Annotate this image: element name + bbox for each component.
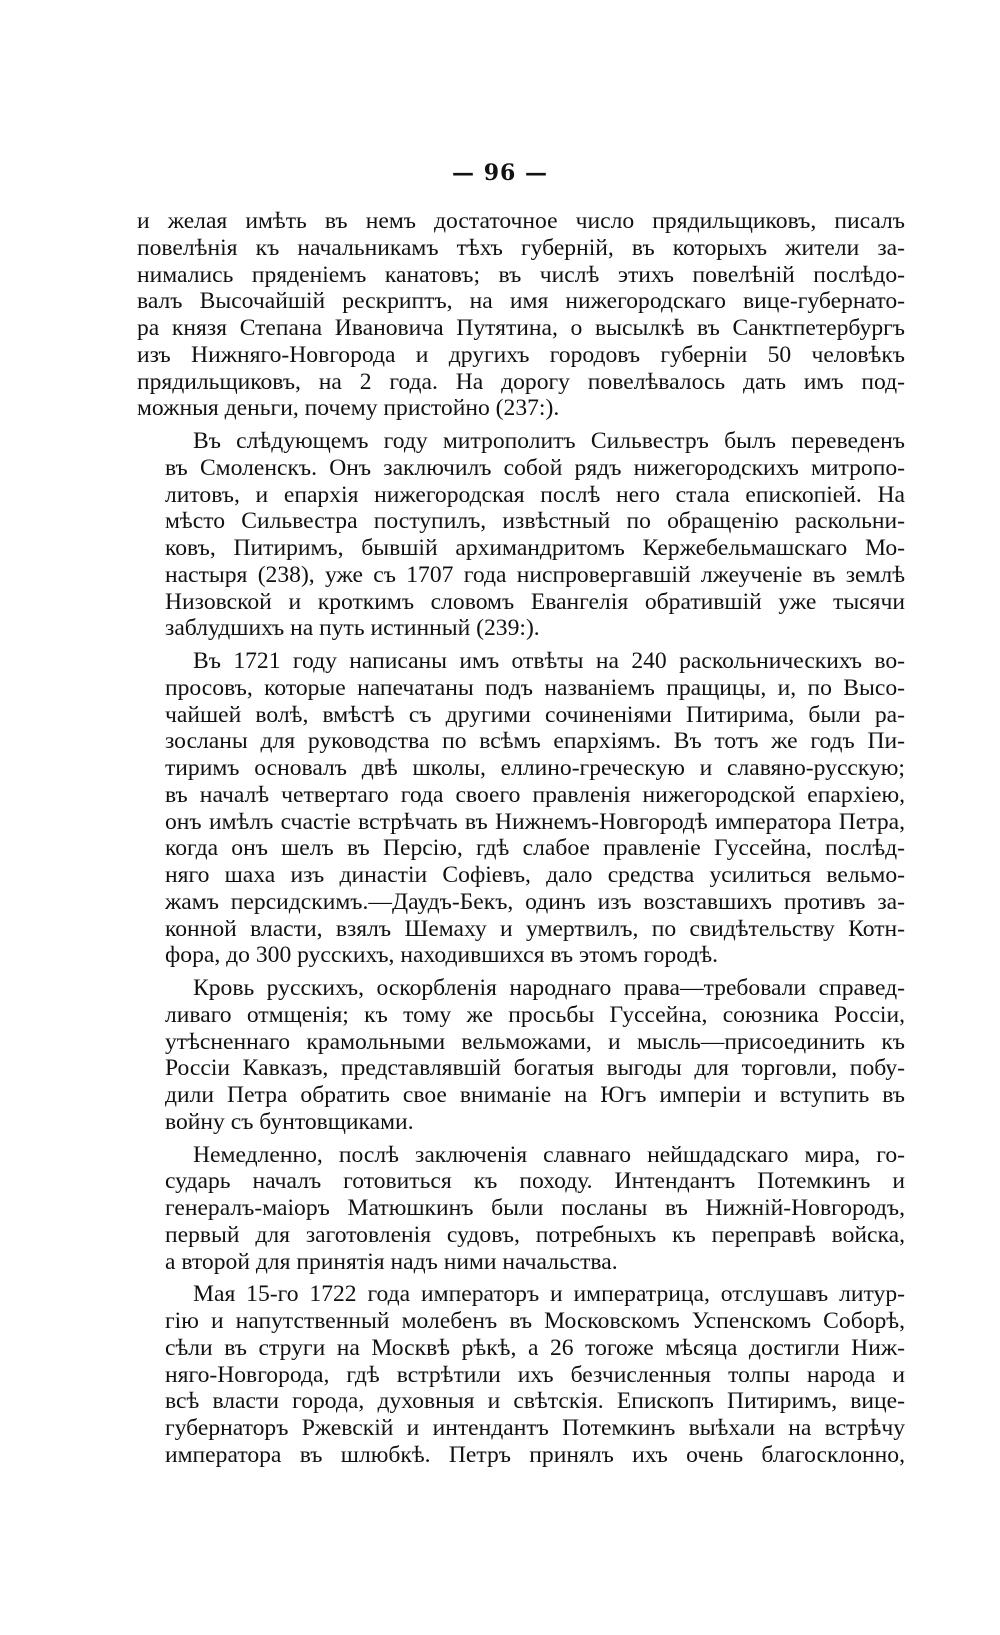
text-line: онъ имѣлъ счастіе встрѣчать въ Нижнемъ-Новгородѣ императора Петра, [165,808,905,835]
text-line: Россіи Кавказъ, представлявшій богатыя выгоды для торговли, побу- [165,1055,905,1082]
text-line: ливаго отмщенія; къ тому же просьбы Гуссейна, союзника Россіи, [165,1001,905,1028]
text-line: просовъ, которые напечатаны подъ названіемъ пращицы, и, по Высо- [165,674,905,701]
text-line: императора въ шлюбкѣ. Петръ принялъ ихъ очень благосклонно, [165,1441,905,1468]
text-line: тиримъ основалъ двѣ школы, еллино-греческую и славяно-русскую; [165,755,905,781]
text-line: всѣ власти города, духовныя и свѣтскія. Епископъ Питиримъ, вице- [165,1388,905,1415]
text-line: первый для заготовленія судовъ, потребныхъ къ переправѣ войска, [165,1221,905,1248]
paragraph [137,208,905,422]
text-line: няго шаха изъ династіи Софіевъ, дало средства усилиться вельмо- [165,862,905,888]
paragraph [137,428,905,642]
text-line: сударь началъ готовиться къ походу. Интендантъ Потемкинъ и [165,1168,905,1195]
text-line: мѣсто Сильвестра поступилъ, извѣстный по обращенію раскольни- [165,508,905,535]
text-line: Низовской и кроткимъ словомъ Евангелія обратившій уже тысячи [165,588,905,615]
text-line: и желая имѣть въ немъ достаточное число прядильщиковъ, писалъ [137,208,905,234]
text-line: а второй для принятія надъ ними начальства. [165,1248,618,1275]
text-line: конной власти, взялъ Шемаху и умертвилъ, по свидѣтельству Котн- [165,915,905,942]
text-line: губернаторъ Ржевскій и интендантъ Потемкинъ выѣхали на встрѣчу [165,1415,905,1441]
text-line: фора, до 300 русскихъ, находившихся въ этомъ городѣ. [165,942,719,969]
paragraph [137,1281,905,1468]
text-line: прядильщиковъ, на 2 года. На дорогу повелѣвалось дать имъ под- [137,368,905,395]
text-line: въ началѣ четвертаго года своего правленія нижегородской епархіею, [165,781,905,808]
text-line: ковъ, Питиримъ, бывшій архимандритомъ Кержебельмашскаго Мо- [165,535,905,561]
text-line: повелѣнія къ начальникамъ тѣхъ губерній, въ которыхъ жители за- [137,234,905,261]
text-line: войну съ бунтовщиками. [165,1108,414,1135]
text-line: Мая 15-го 1722 года императоръ и императрица, отслушавъ литур- [193,1281,905,1308]
text-line: гію и напутственный молебенъ въ Московскомъ Успенскомъ Соборѣ, [165,1308,905,1334]
paragraph [137,648,905,969]
text-line: настыря (238), уже съ 1707 года ниспровергавшій лжеученіе въ землѣ [165,561,905,588]
text-line: генералъ-маіоръ Матюшкинъ были посланы въ Нижній-Новгородъ, [165,1195,905,1221]
page-number: — 96 — [452,160,548,186]
text-line: когда онъ шелъ въ Персію, гдѣ слабое правленіе Гуссейна, послѣд- [165,835,905,862]
text-line: чайшей волѣ, вмѣстѣ съ другими сочиненіями Питирима, были ра- [165,701,905,728]
text-line: Въ 1721 году написаны имъ отвѣты на 240 раскольническихъ во- [193,648,905,674]
text-line: заблудшихъ на путь истинный (239:). [165,615,540,642]
paragraph [137,975,905,1136]
body-text [137,208,905,1469]
text-line: жамъ персидскимъ.—Даудъ-Бекъ, одинъ изъ возставшихъ противъ за- [165,888,905,915]
text-line: Кровь русскихъ, оскорбленія народнаго права—требовали справед- [193,975,905,1001]
text-line: няго-Новгорода, гдѣ встрѣтили ихъ безчисленныя толпы народа и [165,1361,905,1388]
text-line: въ Смоленскъ. Онъ заключилъ собой рядъ нижегородскихъ митропо- [165,454,905,481]
text-line: изъ Нижняго-Новгорода и другихъ городовъ губерніи 50 человѣкъ [137,341,905,368]
text-line: валъ Высочайшій рескриптъ, на имя нижегородскаго вице-губернато- [137,288,905,315]
text-line: можныя деньги, почему пристойно (237:). [137,395,560,422]
text-line: сѣли въ струги на Москвѣ рѣкѣ, а 26 тогоже мѣсяца достигли Ниж- [165,1334,905,1361]
text-line: утѣсненнаго крамольными вельможами, и мысль—присоединить къ [165,1028,905,1055]
text-line: Въ слѣдующемъ году митрополитъ Сильвестръ былъ переведенъ [193,428,905,454]
text-line: ра князя Степана Ивановича Путятина, о высылкѣ въ Санктпетербургъ [137,315,905,341]
text-line: нимались пряденіемъ канатовъ; въ числѣ этихъ повелѣній послѣдо- [137,261,905,288]
text-line: литовъ, и епархія нижегородская послѣ него стала епископіей. На [165,481,905,508]
text-line: Немедленно, послѣ заключенія славнаго нейшдадскаго мира, го- [193,1141,905,1168]
paragraph [137,1142,905,1276]
text-line: зосланы для руководства по всѣмъ епархіямъ. Въ тотъ же годъ Пи- [165,728,905,755]
text-line: дили Петра обратить свое вниманіе на Югъ имперіи и вступить въ [165,1082,905,1108]
